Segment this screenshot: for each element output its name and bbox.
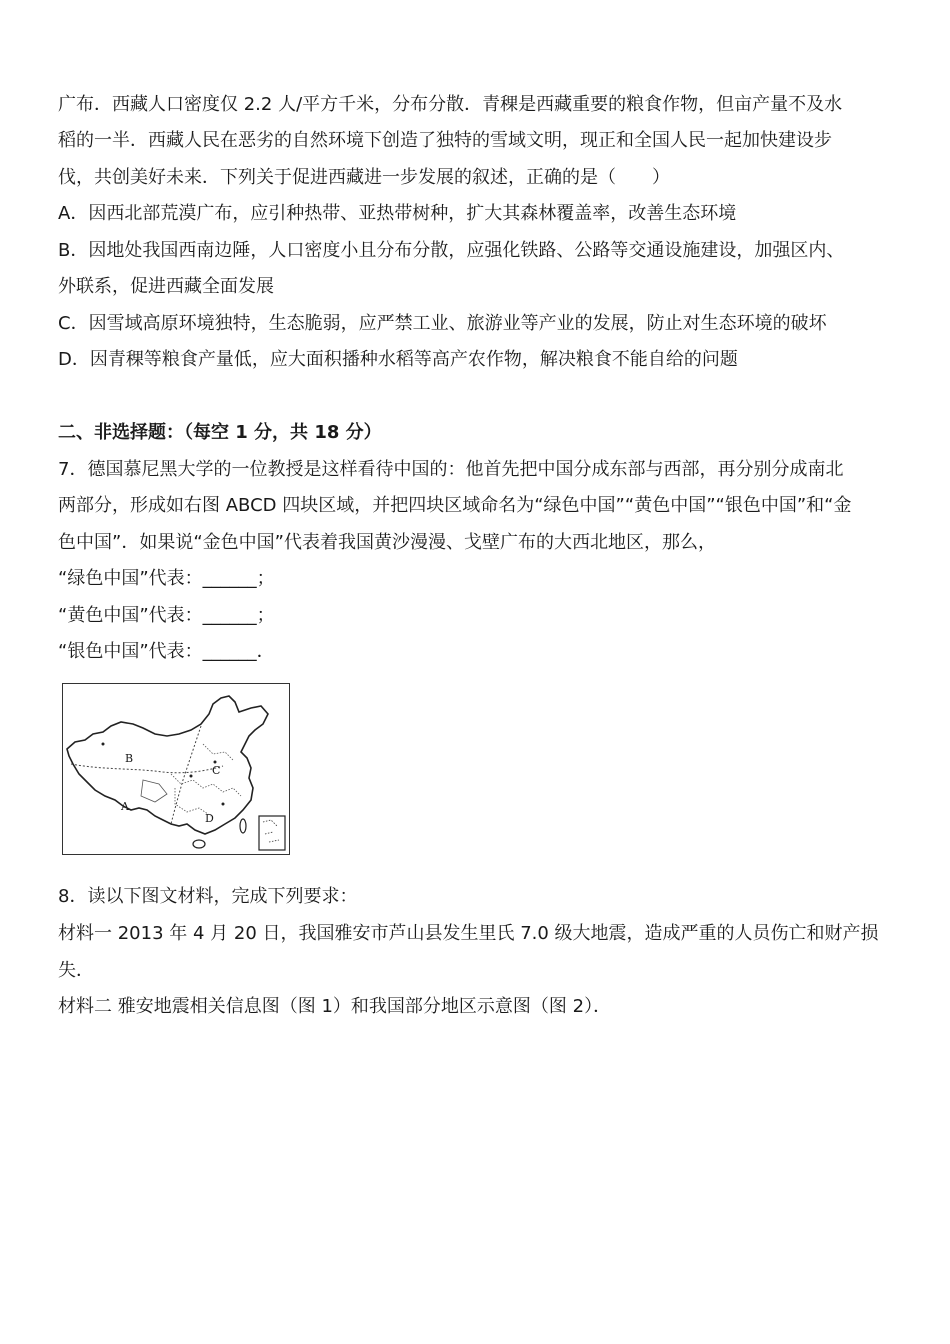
q6-option-b-line-2: 外联系，促进西藏全面发展	[58, 276, 274, 297]
q7-stem-line-3: 色中国”．如果说“金色中国”代表着我国黄沙漫漫、戈壁广布的大西北地区，那么，	[58, 532, 716, 553]
map-label-d: D	[205, 812, 214, 825]
q7-stem-line-1: 7．德国慕尼黑大学的一位教授是这样看待中国的：他首先把中国分成东部与西部，再分别分成南北	[58, 459, 844, 480]
q6-stem-line-1: 广布．西藏人口密度仅 2.2 人/平方千米，分布分散．青稞是西藏重要的粮食作物，但亩产量不及水	[58, 94, 843, 115]
q8-material-1-line-1: 材料一 2013 年 4 月 20 日，我国雅安市芦山县发生里氏 7.0 级大地震，造成严重的人员伤亡和财产损	[58, 923, 879, 944]
q6-option-a: A．因西北部荒漠广布，应引种热带、亚热带树种，扩大其森林覆盖率，改善生态环境	[58, 203, 737, 224]
q8-stem: 8．读以下图文材料，完成下列要求：	[58, 886, 358, 907]
q8-material-2: 材料二 雅安地震相关信息图（图 1）和我国部分地区示意图（图 2）．	[58, 996, 612, 1017]
q7-blank-silver: “银色中国”代表：______．	[58, 641, 275, 662]
section-heading: 二、非选择题：（每空 1 分，共 18 分）	[58, 422, 382, 443]
q7-stem-line-2: 两部分，形成如右图 ABCD 四块区域，并把四块区域命名为“绿色中国”“黄色中国”“银色中国”和“金	[58, 495, 852, 516]
q6-option-c: C．因雪域高原环境独特，生态脆弱，应严禁工业、旅游业等产业的发展，防止对生态环境的破坏	[58, 313, 827, 334]
map-label-a: A	[121, 800, 129, 813]
q6-stem-line-2: 稻的一半．西藏人民在恶劣的自然环境下创造了独特的雪域文明，现正和全国人民一起加快建设步	[58, 130, 832, 151]
q7-blank-yellow[interactable]: “黄色中国”代表：______；	[58, 605, 275, 626]
china-map-icon	[63, 684, 288, 853]
q6-option-d: D．因青稞等粮食产量低，应大面积播种水稻等高产农作物，解决粮食不能自给的问题	[58, 349, 738, 370]
q6-stem-line-3: 伐，共创美好未来．下列关于促进西藏进一步发展的叙述，正确的是（ ）	[58, 167, 670, 188]
map-label-c: C	[212, 764, 221, 777]
q7-blank-green[interactable]: “绿色中国”代表：______；	[58, 568, 275, 589]
map-label-b: B	[125, 752, 134, 765]
q8-material-1-line-2: 失．	[58, 960, 94, 981]
q6-option-b-line-1: B．因地处我国西南边陲，人口密度小且分布分散，应强化铁路、公路等交通设施建设，加强区内、	[58, 240, 845, 261]
china-region-map	[62, 683, 290, 855]
